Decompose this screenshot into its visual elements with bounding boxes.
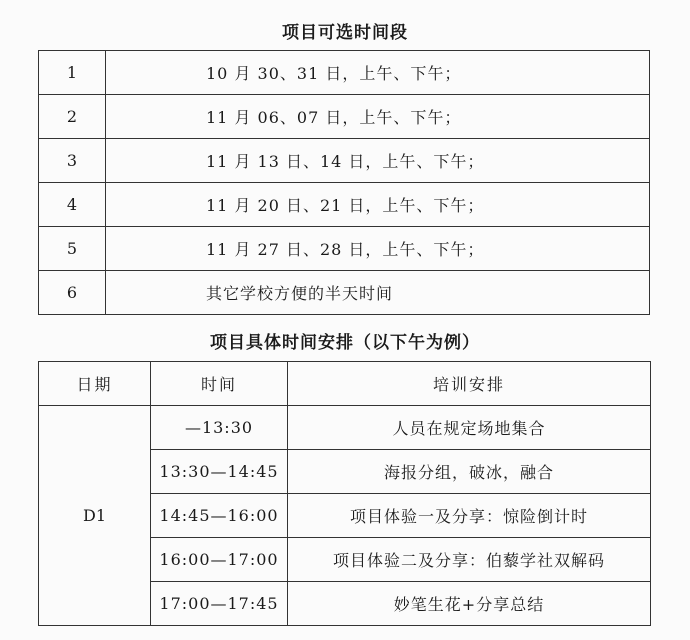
header-time: 时间 — [151, 362, 288, 406]
table-row — [39, 51, 650, 95]
schedule-table — [38, 361, 651, 626]
time-cell: 16:00—17:00 — [151, 538, 288, 582]
table-row — [39, 95, 650, 139]
time-slot-text: 11 月 06、07 日，上午、下午； — [106, 95, 650, 139]
table-row — [39, 139, 650, 183]
schedule-title: 项目具体时间安排（以下午为例） — [210, 333, 480, 353]
table-row — [39, 227, 650, 271]
table-row — [39, 271, 650, 315]
header-date: 日期 — [39, 362, 151, 406]
time-cell: 14:45—16:00 — [151, 494, 288, 538]
row-number: 6 — [39, 271, 106, 315]
time-slot-text: 11 月 20 日、21 日，上午、下午； — [106, 183, 650, 227]
row-number: 4 — [39, 183, 106, 227]
table-header-row — [39, 362, 651, 406]
activity-cell: 妙笔生花+分享总结 — [288, 582, 651, 626]
time-cell: —13:30 — [151, 406, 288, 450]
time-slot-text: 其它学校方便的半天时间 — [106, 271, 650, 315]
table-row — [39, 406, 651, 450]
row-number: 3 — [39, 139, 106, 183]
row-number: 5 — [39, 227, 106, 271]
row-number: 1 — [39, 51, 106, 95]
time-slot-text: 11 月 27 日、28 日，上午、下午； — [106, 227, 650, 271]
activity-cell: 海报分组，破冰，融合 — [288, 450, 651, 494]
time-slot-text: 10 月 30、31 日，上午、下午； — [106, 51, 650, 95]
row-number: 2 — [39, 95, 106, 139]
activity-cell: 项目体验二及分享：伯藜学社双解码 — [288, 538, 651, 582]
header-activity: 培训安排 — [288, 362, 651, 406]
activity-cell: 人员在规定场地集合 — [288, 406, 651, 450]
time-cell: 13:30—14:45 — [151, 450, 288, 494]
table-row — [39, 183, 650, 227]
time-slot-text: 11 月 13 日、14 日，上午、下午； — [106, 139, 650, 183]
time-cell: 17:00—17:45 — [151, 582, 288, 626]
optional-time-table — [38, 50, 650, 315]
activity-cell: 项目体验一及分享：惊险倒计时 — [288, 494, 651, 538]
optional-time-title: 项目可选时间段 — [282, 23, 408, 43]
day-cell: D1 — [39, 406, 151, 626]
